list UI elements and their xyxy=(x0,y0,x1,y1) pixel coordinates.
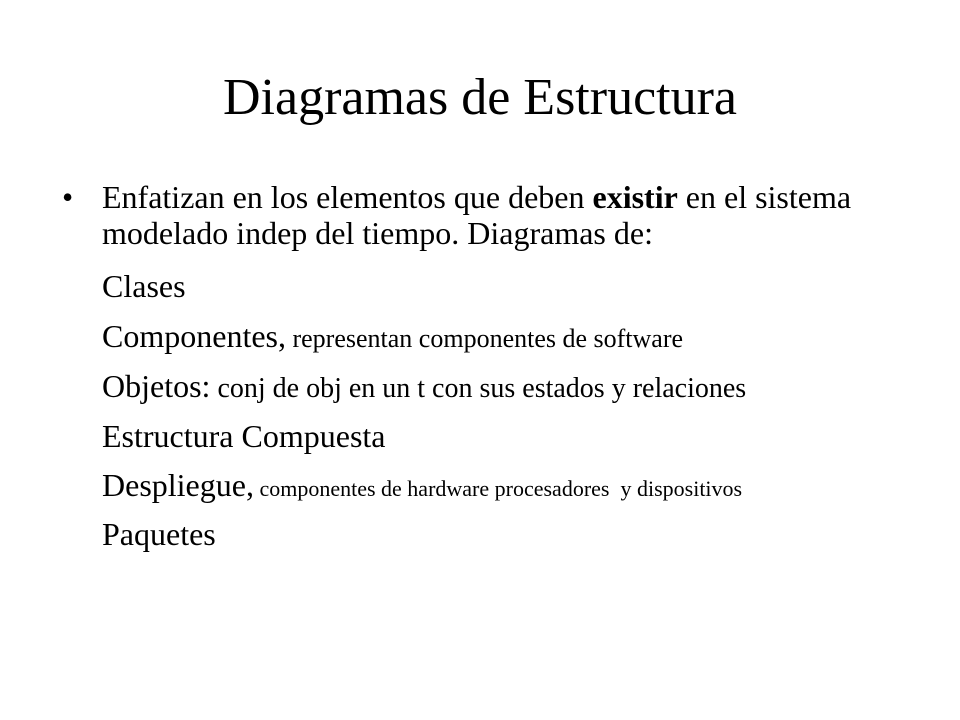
item-desc: conj de obj en un t con sus estados y relaciones xyxy=(210,373,747,404)
bullet-dot: • xyxy=(62,179,74,215)
item-head: Clases xyxy=(102,268,186,304)
list-item-clases xyxy=(102,266,186,313)
slide-title: Diagramas de Estructura xyxy=(222,69,737,126)
item-head: Estructura Compuesta xyxy=(102,418,386,454)
item-desc: representan componentes de software xyxy=(285,324,684,353)
item-head: Despliegue, xyxy=(102,467,254,503)
list-item-despliegue xyxy=(102,465,742,512)
list-item-objetos xyxy=(102,366,746,413)
bullet-paragraph xyxy=(62,179,922,251)
list-item-estructura-compuesta xyxy=(102,416,385,463)
item-desc: componentes de hardware procesadores y dispositivos xyxy=(253,476,743,501)
bullet-text xyxy=(102,179,922,251)
item-head: Paquetes xyxy=(102,516,216,552)
list-item-paquetes xyxy=(102,514,216,561)
list-item-componentes xyxy=(102,316,683,363)
item-head: Objetos: xyxy=(102,368,211,404)
bullet-text-before: Enfatizan en los elementos que deben xyxy=(102,179,593,215)
bullet-text-after: en el sistema modelado indep del tiempo. Diagramas de: xyxy=(102,179,852,251)
item-head: Componentes, xyxy=(102,318,286,354)
bullet-text-bold: existir xyxy=(592,179,678,215)
